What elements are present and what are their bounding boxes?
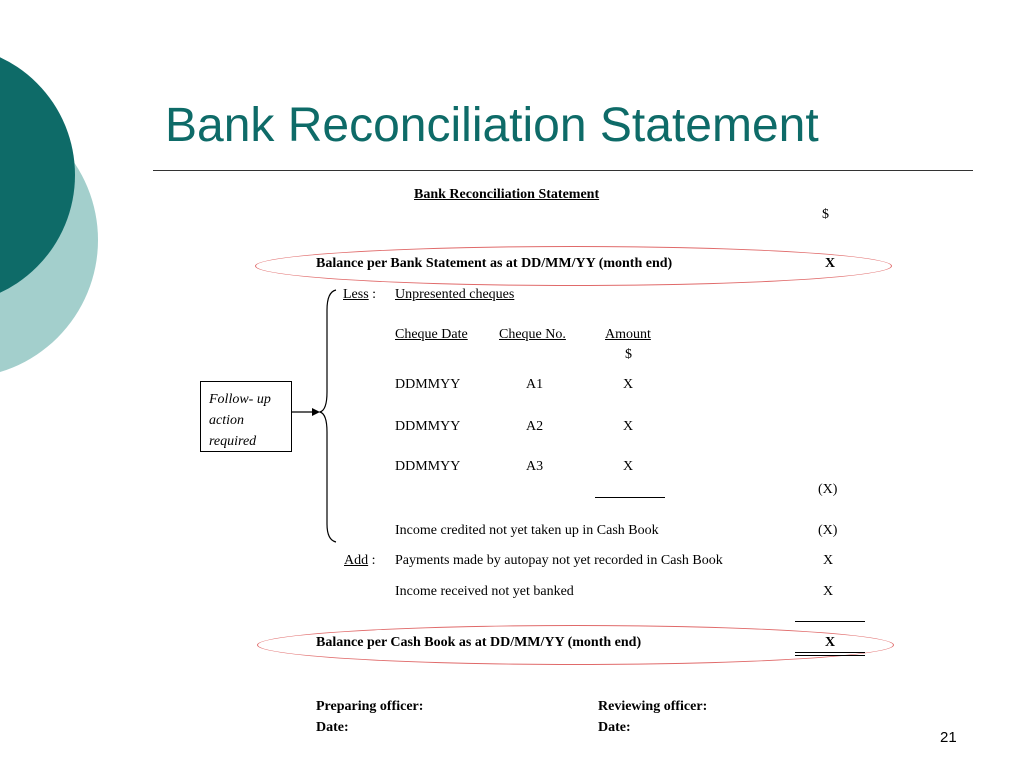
follow-up-box	[200, 381, 292, 452]
income-not-banked-label: Income received not yet banked	[395, 584, 574, 599]
income-credited-amount: (X)	[818, 523, 838, 538]
title-divider	[153, 170, 973, 171]
balance-cash-amount: X	[825, 635, 836, 650]
less-row: Less :	[343, 287, 377, 302]
less-label: Less	[343, 287, 369, 302]
total-line	[795, 621, 865, 622]
cheque-number: A3	[526, 459, 544, 474]
cheque-date: DDMMYY	[395, 459, 461, 474]
preparing-date-label: Date:	[316, 720, 349, 735]
reviewing-date-label: Date:	[598, 720, 631, 735]
double-underline-bottom	[795, 655, 865, 656]
decorative-circles	[0, 0, 120, 420]
follow-up-line: required	[209, 434, 257, 449]
cheque-amount: X	[623, 377, 634, 392]
payments-autopay-label: Payments made by autopay not yet recorded in Cash Book	[395, 553, 723, 568]
preparing-officer-label: Preparing officer:	[316, 699, 424, 714]
balance-bank-amount: X	[825, 256, 836, 271]
curly-brace-arrow	[290, 288, 350, 544]
add-row: Add :	[344, 553, 376, 568]
unpresented-title: Unpresented cheques	[395, 287, 515, 302]
header-cheque-date: Cheque Date	[395, 327, 468, 342]
cheques-total: (X)	[818, 482, 838, 497]
slide-title: Bank Reconciliation Statement	[165, 99, 819, 152]
balance-cash-label: Balance per Cash Book as at DD/MM/YY (month end)	[316, 635, 642, 650]
income-not-banked-amount: X	[823, 584, 834, 599]
add-label: Add	[344, 553, 369, 568]
cheque-number: A2	[526, 419, 544, 434]
follow-up-line: Follow- up	[209, 392, 271, 407]
cheques-subtotal-line	[595, 497, 665, 498]
header-amount: Amount	[605, 327, 651, 342]
header-amount-unit: $	[625, 347, 632, 362]
reviewing-officer-label: Reviewing officer:	[598, 699, 708, 714]
cheque-date: DDMMYY	[395, 377, 461, 392]
balance-bank-label: Balance per Bank Statement as at DD/MM/YY (month end)	[316, 256, 673, 271]
double-underline-top	[795, 652, 865, 653]
page-number: 21	[940, 729, 957, 746]
payments-autopay-amount: X	[823, 553, 834, 568]
cheque-amount: X	[623, 459, 634, 474]
cheque-date: DDMMYY	[395, 419, 461, 434]
cheque-number: A1	[526, 377, 544, 392]
header-cheque-no: Cheque No.	[499, 327, 566, 342]
statement-heading: Bank Reconciliation Statement	[414, 187, 600, 202]
follow-up-line: action	[209, 413, 244, 428]
income-credited-label: Income credited not yet taken up in Cash Book	[395, 523, 659, 538]
currency-header: $	[822, 207, 829, 222]
cheque-amount: X	[623, 419, 634, 434]
